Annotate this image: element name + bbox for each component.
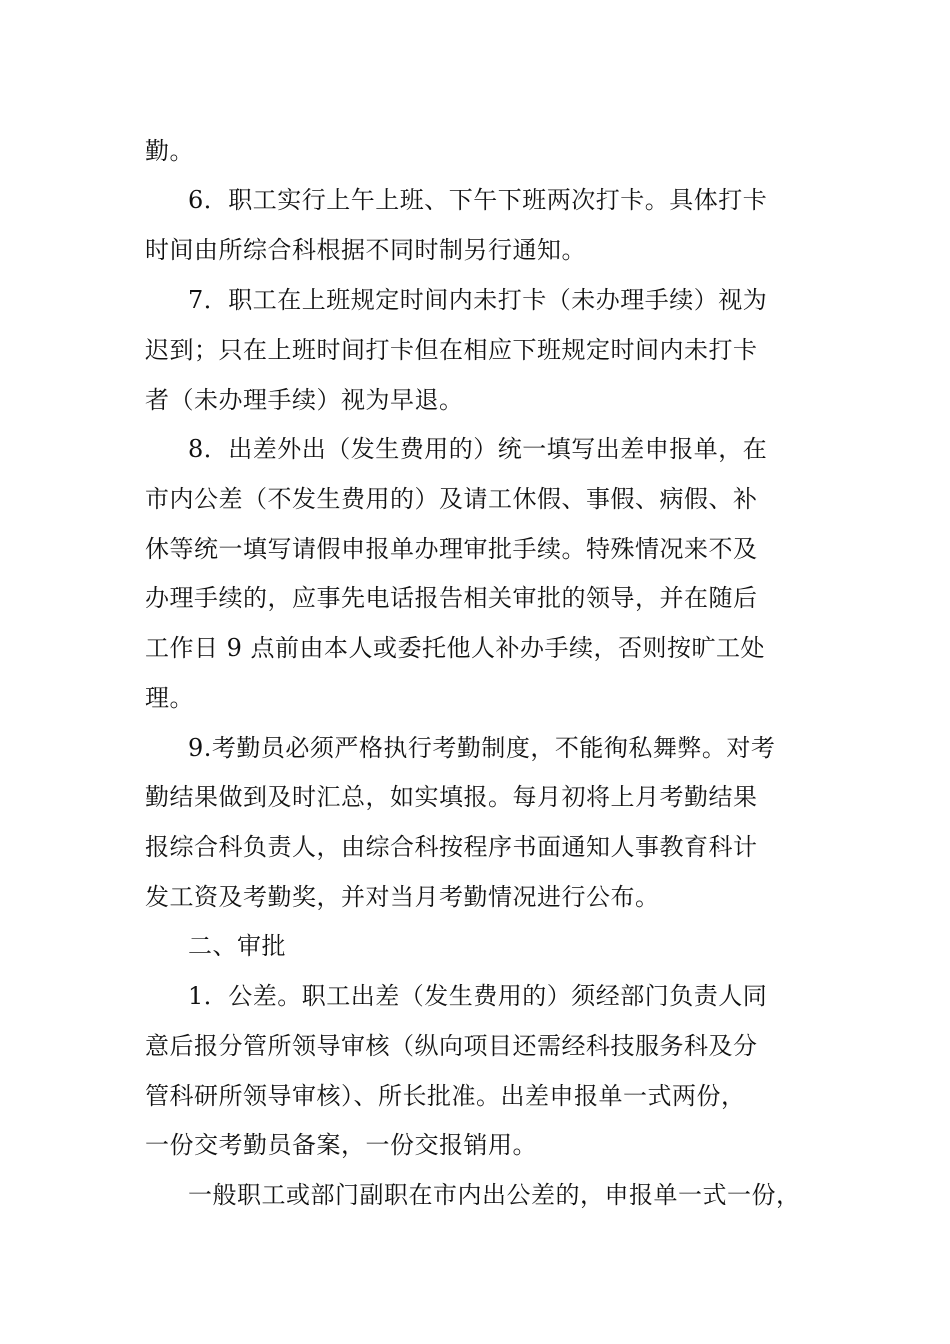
text-line: 意后报分管所领导审核（纵向项目还需经科技服务科及分 <box>145 1032 758 1060</box>
text-line: 者（未办理手续）视为早退。 <box>145 386 464 414</box>
text-line: 时间由所综合科根据不同时制另行通知。 <box>145 236 586 264</box>
text-line: 工作日 9 点前由本人或委托他人补办手续，否则按旷工处 <box>145 634 766 662</box>
text-line: 发工资及考勤奖，并对当月考勤情况进行公布。 <box>145 883 660 911</box>
text-line: 7．职工在上班规定时间内未打卡（未办理手续）视为 <box>188 286 768 314</box>
text-line: 1．公差。职工出差（发生费用的）须经部门负责人同 <box>188 982 768 1010</box>
text-line: 理。 <box>145 684 194 712</box>
text-line: 一般职工或部门副职在市内出公差的，申报单一式一份， <box>188 1181 801 1209</box>
text-line: 一份交考勤员备案，一份交报销用。 <box>145 1131 537 1159</box>
text-line: 管科研所领导审核）、所长批准。出差申报单一式两份， <box>145 1082 746 1110</box>
text-line: 勤。 <box>145 137 194 165</box>
text-line: 市内公差（不发生费用的）及请工休假、事假、病假、补 <box>145 485 758 513</box>
text-line: 报综合科负责人，由综合科按程序书面通知人事教育科计 <box>145 833 758 861</box>
text-line: 办理手续的，应事先电话报告相关审批的领导，并在随后 <box>145 584 758 612</box>
text-line: 休等统一填写请假申报单办理审批手续。特殊情况来不及 <box>145 535 758 563</box>
text-line: 9.考勤员必须严格执行考勤制度，不能徇私舞弊。对考 <box>188 734 776 762</box>
section-heading: 二、审批 <box>188 932 286 960</box>
text-line: 6．职工实行上午上班、下午下班两次打卡。具体打卡 <box>188 186 768 214</box>
text-line: 迟到；只在上班时间打卡但在相应下班规定时间内未打卡 <box>145 336 758 364</box>
text-line: 8．出差外出（发生费用的）统一填写出差申报单，在 <box>188 435 768 463</box>
text-line: 勤结果做到及时汇总，如实填报。每月初将上月考勤结果 <box>145 783 758 811</box>
